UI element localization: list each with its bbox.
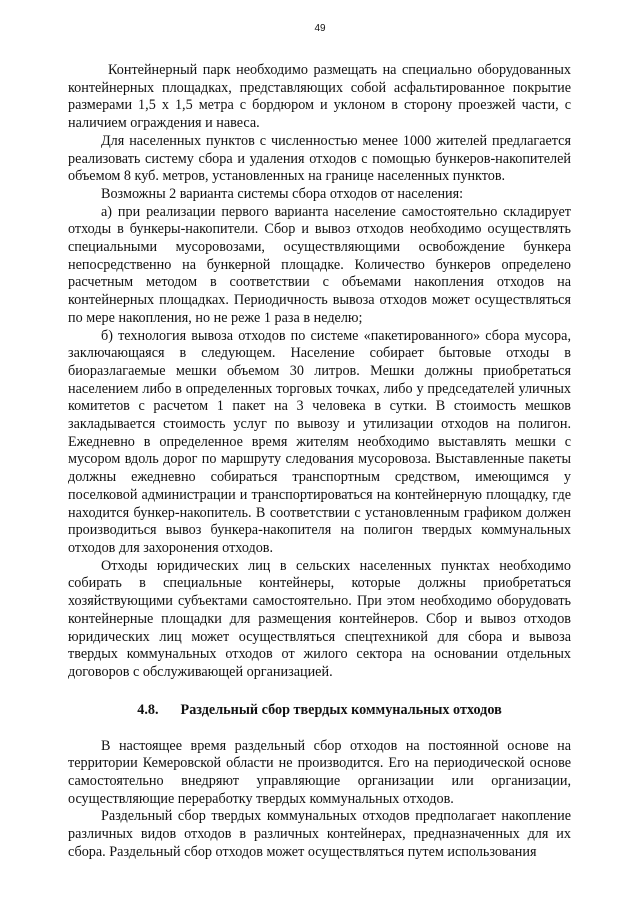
paragraph: Раздельный сбор твердых коммунальных отходов предполагает накопление различных видов отходов в различных контейнерах, предназначенных для их сбора. Раздельный сбор отходов может осуществляться путем использования <box>68 808 571 860</box>
page-number: 49 <box>314 23 326 34</box>
list-item: б) технология вывоза отходов по системе «пакетированного» сбора мусора, заключающаяся в следующем. Население собирает бытовые отходы в биоразлагаемые мешки объемом 30 литров. Мешки должны приобретаться населением либо в определенных торговых точках, либо у председателей уличных комитетов с расчетом 1 пакет на 3 человека в сутки. В стоимость мешков закладывается стоимость услуг по вывозу и утилизации отходов на полигон. Ежедневно в определенное время жителям необходимо выставлять мешки с мусором вдоль дорог по маршруту следования мусоровоза. Выставленные пакеты должны ежедневно собираться транспортным средством, имеющимся у поселковой администрации и транспортироваться на контейнерную площадку, где находится бункер-накопитель. В соответствии с установленным графиком должен производиться вывоз бункера-накопителя на полигон твердых коммунальных отходов для захоронения отходов. <box>68 327 571 556</box>
paragraph: В настоящее время раздельный сбор отходов на постоянной основе на территории Кемеровской области не производится. Его на периодической основе самостоятельно внедряют управляющие организации или организации, осуществляющие переработку твердых коммунальных отходов. <box>68 737 571 807</box>
section-title: Раздельный сбор твердых коммунальных отходов <box>180 701 502 718</box>
paragraph: Возможны 2 варианта системы сбора отходов от населения: <box>101 185 464 202</box>
paragraph: Контейнерный парк необходимо размещать на специально оборудованных контейнерных площадках, представляющих собой асфальтированное покрытие размерами 1,5 х 1,5 метра с бордюром и уклоном в сторону проезжей части, с наличием ограждения и навеса. <box>68 62 571 132</box>
paragraph: Для населенных пунктов с численностью менее 1000 жителей предлагается реализовать систему сбора и удаления отходов с помощью бункеров-накопителей объемом 8 куб. метров, установленных на границе населенных пунктов. <box>68 132 571 185</box>
list-item: а) при реализации первого варианта население самостоятельно складирует отходы в бункеры-накопители. Сбор и вывоз отходов необходимо осуществлять специальными мусоровозами, осуществляющими освобождение бункера непосредственно на бункерной площадке. Количество бункеров определено расчетным методом в соответствии с объемами накопления отходов на контейнерных площадках. Периодичность вывоза отходов может осуществляться по мере накопления, но не реже 1 раза в неделю; <box>68 203 571 326</box>
paragraph: Отходы юридических лиц в сельских населенных пунктах необходимо собирать в специальные контейнеры, которые должны приобретаться хозяйствующими субъектами самостоятельно. При этом необходимо оборудовать контейнерные площадки для размещения контейнеров. Сбор и вывоз отходов юридических лиц может осуществляться спецтехникой для сбора и вывоза твердых коммунальных отходов от жилого сектора на основании отдельных договоров с обслуживающей организацией. <box>68 557 571 680</box>
section-heading <box>68 701 571 719</box>
section-number: 4.8. <box>137 701 159 718</box>
document-body <box>68 62 571 862</box>
